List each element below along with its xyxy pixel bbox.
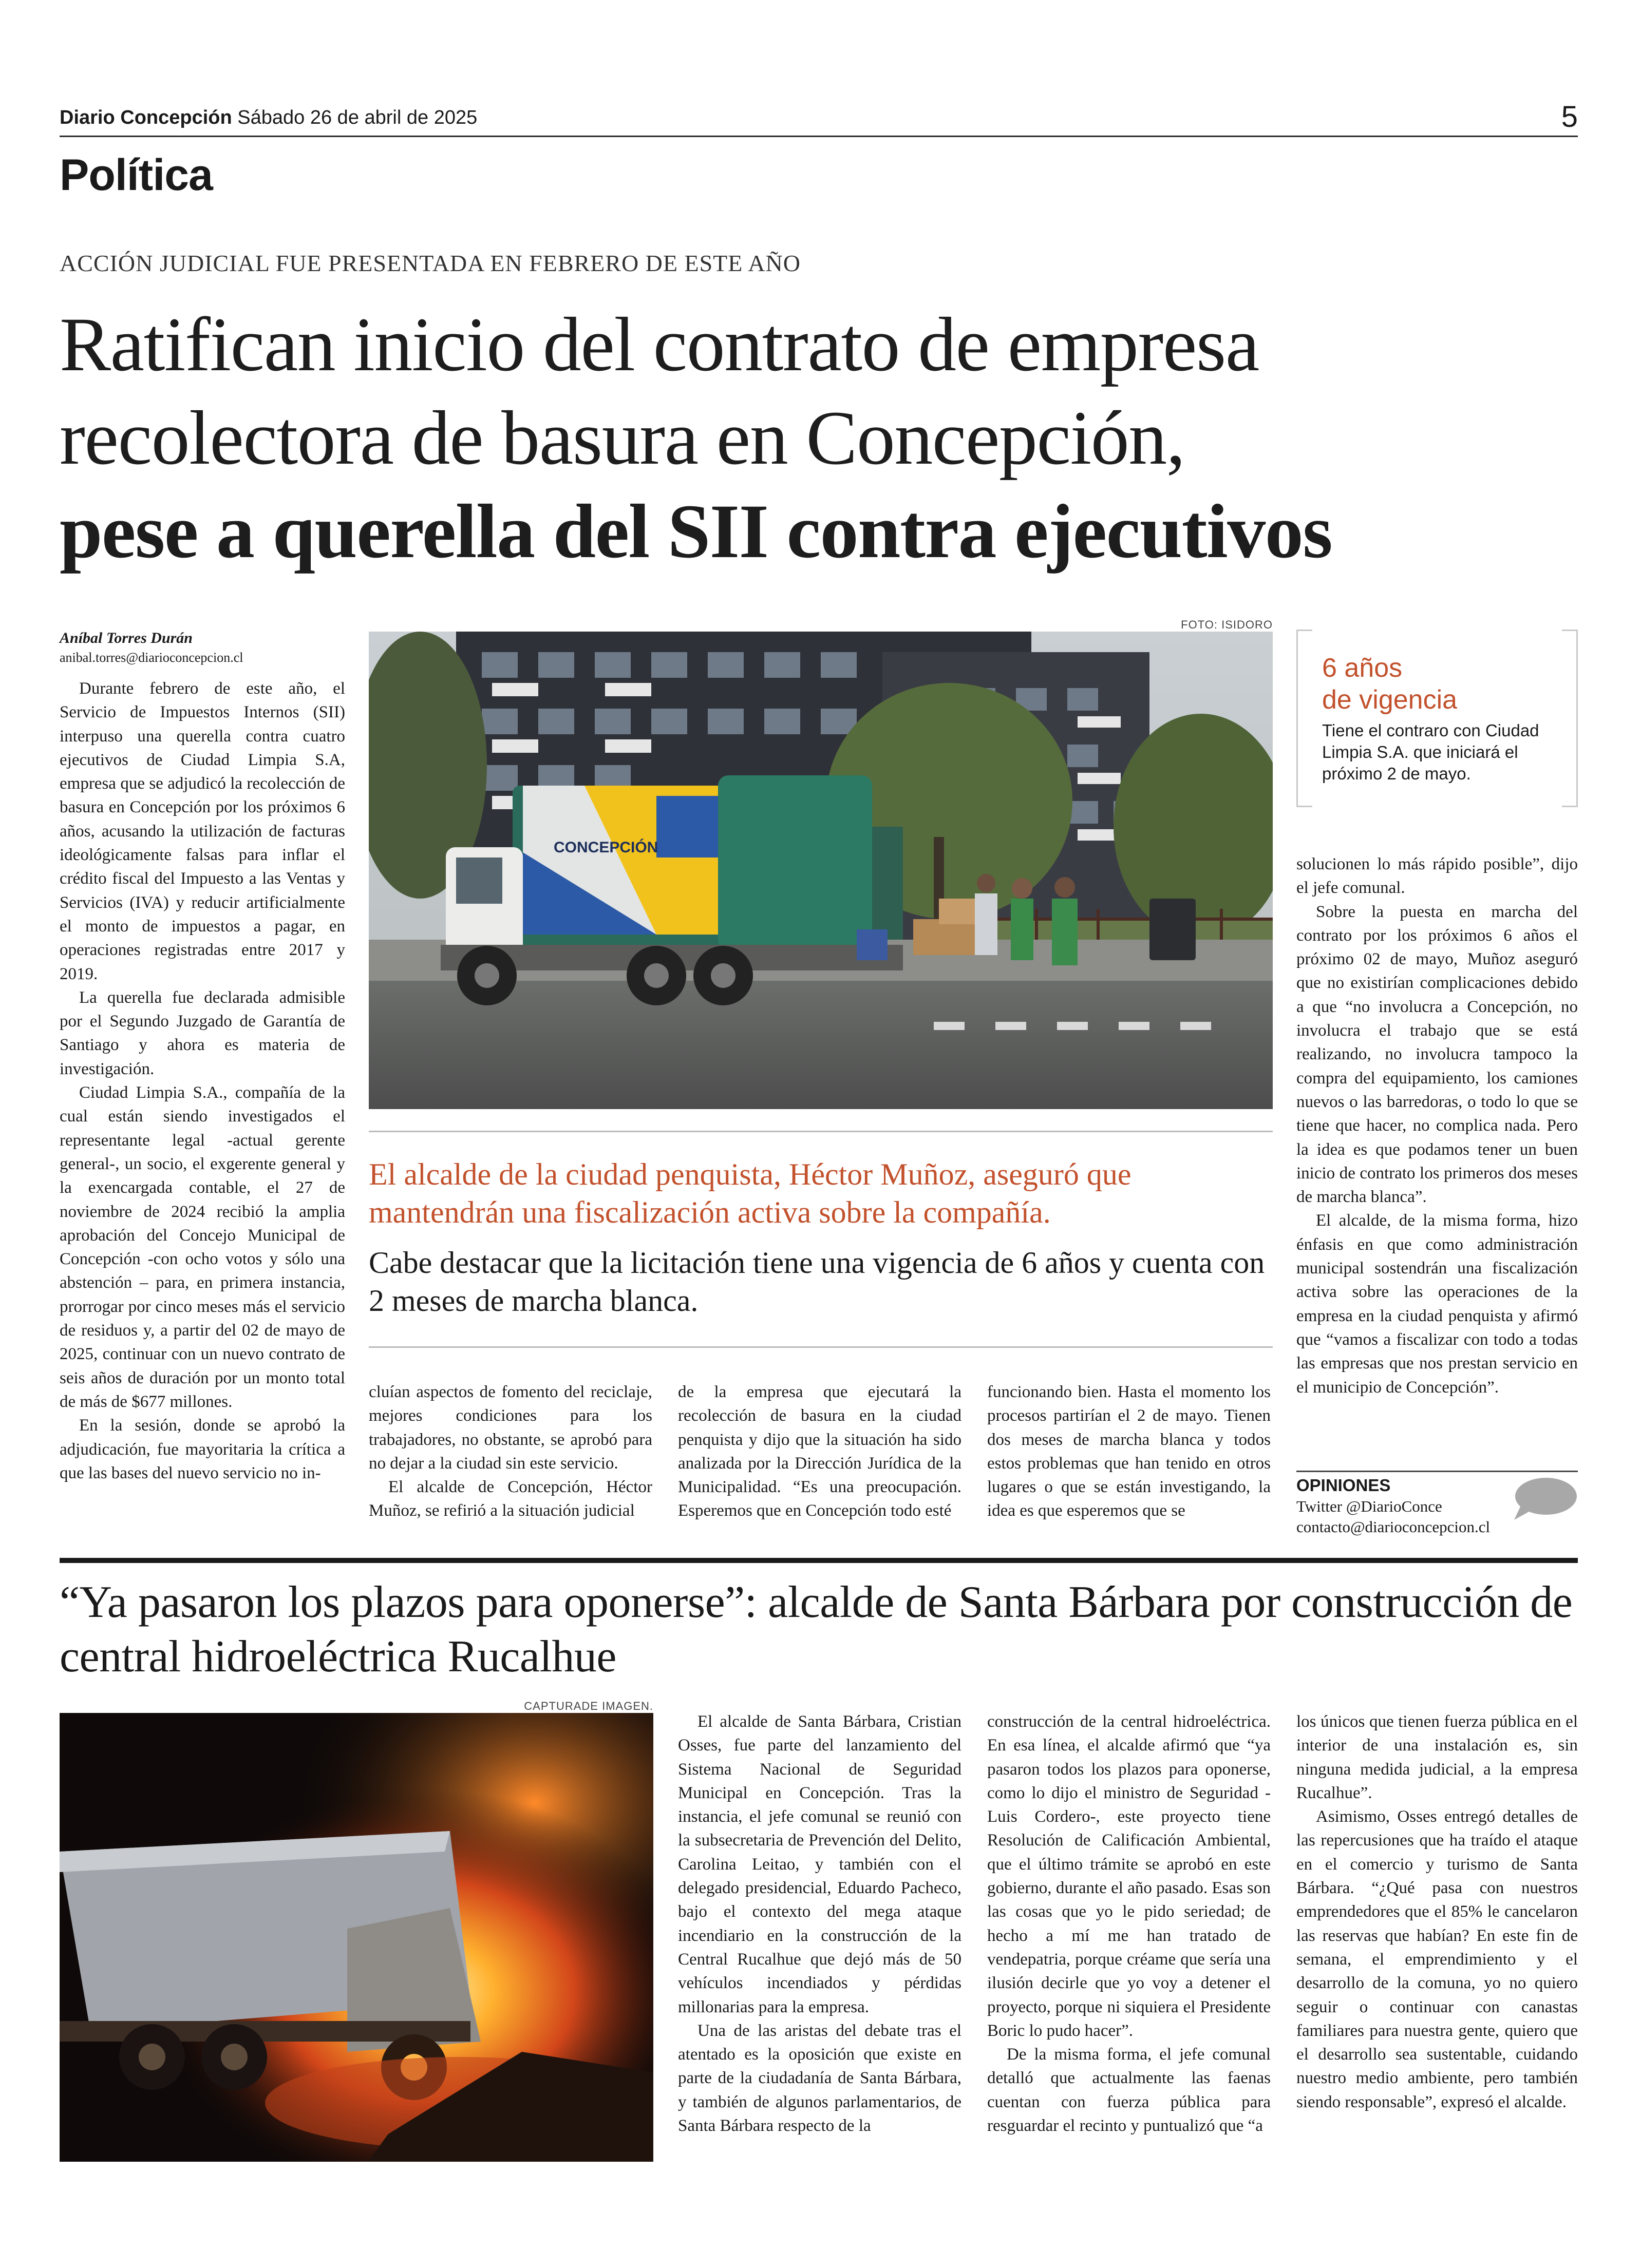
garbage-truck-photo (369, 632, 1273, 1109)
paragraph: La querella fue declarada admisible por el Segundo Juzgado de Garantía de Santiago y ahora es materia de investigación. (60, 988, 345, 1078)
paragraph: En la sesión, donde se aprobó la adjudicación, fue mayoritaria la crítica a que las bases del nuevo servicio no in- (60, 1416, 345, 1482)
paragraph: De la misma forma, el jefe comunal detalló que actualmente las faenas cuentan con fuerza pública para resguardar el recinto y puntualizó que “a (987, 2045, 1271, 2136)
paragraph: funcionando bien. Hasta el momento los procesos partirían el 2 de mayo. Tienen dos meses de marcha blanca y todos estos problemas que han tenido en otros lugares o que se están investigando, la idea es que esperemos que se (987, 1383, 1271, 1520)
article1-headline (60, 298, 1595, 578)
paragraph: Ciudad Limpia S.A., compañía de la cual están siendo investigados el representante legal -actual gerente general-, un socio, el exgerente general y la exencargada contable, el 27 de noviembre de 2024 recibió la amplia aprobación del Concejo Municipal de Concepción -con ocho votos y sólo una abstención – para, en primera instancia, prorrogar por cinco meses más el servicio de residuos y, a partir del 02 de mayo de 2025, continuar con un nuevo contrato de seis años de duración por un monto total de más de $677 millones. (60, 1083, 345, 1411)
paragraph: Sobre la puesta en marcha del contrato por los próximos 6 años el próximo 02 de mayo, Muñoz aseguró que no existirían complicaciones debido a que “no involucra a Concepción, no involucra el trabajo que se está realizando, no involucra tampoco la compra del equipamiento, los camiones nuevos o las barredoras, o todo lo que se tiene que hacer, no complica nada. Pero la idea es que podamos tener un buen inicio de contrato los primeros dos meses de marcha blanca”. (1296, 902, 1578, 1207)
truck-sign: CONCEPCIÓN (554, 839, 658, 856)
photo2-credit: CAPTURADE IMAGEN. (524, 1700, 653, 1712)
section-title: Política (60, 150, 213, 200)
headline-line-3: pese a querella del SII contra ejecutivos (60, 489, 1332, 574)
paragraph: los únicos que tienen fuerza pública en el interior de una instalación es, sin ninguna medida judicial, a la empresa Rucalhue”. (1296, 1712, 1578, 1802)
opinions-title: OPINIONES (1296, 1476, 1391, 1495)
caption-rule-top (369, 1131, 1273, 1132)
newspaper-name: Diario Concepción (60, 107, 232, 128)
fact-box-title (1322, 652, 1457, 716)
article1-kicker: ACCIÓN JUDICIAL FUE PRESENTADA EN FEBRERO DE ESTE AÑO (60, 250, 801, 276)
opinions-email[interactable]: contacto@diarioconcepcion.cl (1296, 1518, 1491, 1536)
fact-box-bracket-left (1296, 630, 1312, 807)
paragraph: construcción de la central hidroeléctrica. En esa línea, el alcalde afirmó que “ya pasaron todos los plazos para oponerse, como lo dijo el ministro de Seguridad - Luis Cordero-, este proyecto tiene Resolución de Calificación Ambiental, que el último trámite se aprobó en este gobierno, durante el año pasado. Esas son las cosas que yo le pido seriedad; de hecho a mí me han tratado de vendepatria, porque créame que sería una ilusión decirle que yo voy a detener el proyecto, porque ni siquiera el Presidente Boric lo pudo hacer”. (987, 1712, 1271, 2040)
fire-photo (60, 1713, 653, 2162)
opinions-twitter[interactable]: Twitter @DiarioConce (1296, 1497, 1442, 1515)
paragraph: El alcalde, de la misma forma, hizo énfasis en que como administración municipal sostendrán una fiscalización activa sobre las operaciones de la empresa en la ciudad penquista y afirmó que “vamos a fiscalizar con todo a todas las empresas que nos prestan servicio en el municipio de Concepción”. (1296, 1211, 1578, 1397)
fact-box-bracket-right (1562, 630, 1578, 807)
caption-rule-bottom (369, 1346, 1273, 1348)
byline (60, 628, 337, 668)
paragraph: Durante febrero de este año, el Servicio de Impuestos Internos (SII) interpuso una querella contra cuatro ejecutivos de Ciudad Limpia S.A, empresa que se adjudicó la recolección de basura en Concepción por los próximos 6 años, acusando la utilización de facturas ideológicamente falsas para inflar el crédito fiscal del Impuesto a las Ventas y Servicios (IVA) y reducir artificialmente el monto de impuestos a pagar, en operaciones registradas entre 2017 y 2019. (60, 679, 345, 983)
speech-bubble-icon (1509, 1476, 1578, 1522)
masthead (60, 100, 1578, 134)
article-divider (60, 1558, 1578, 1563)
photo1-credit: FOTO: ISIDORO (1181, 618, 1273, 631)
paragraph: Una de las aristas del debate tras el atentado es la oposición que existe en parte de la ciudadanía de Santa Bárbara, y también de algunos parlamentarios, de Santa Bárbara respecto de la (678, 2021, 961, 2136)
paragraph: El alcalde de Santa Bárbara, Cristian Osses, fue parte del lanzamiento del Sistema Nacional de Seguridad Municipal en Concepción. Tras la instancia, el jefe comunal se reunió con la subsecretaria de Prevención del Delito, Carolina Leitao, y también con el delegado presidencial, Eduardo Pacheco, bajo el contexto del mega ataque incendiario en la construcción de la Central Rucalhue que dejó más de 50 vehículos incendiados y pérdidas millonarias para la empresa. (678, 1712, 961, 2016)
sub-pull-quote: Cabe destacar que la licitación tiene una vigencia de 6 años y cuenta con 2 meses de marcha blanca. (369, 1246, 1265, 1318)
headline-line-2: recolectora de basura en Concepción, (60, 395, 1185, 481)
fact-box (1296, 630, 1578, 804)
article2-column-2 (987, 1710, 1271, 2138)
pull-quote: El alcalde de la ciudad penquista, Héctor Muñoz, aseguró que mantendrán una fiscalización activa sobre la compañía. (369, 1157, 1131, 1229)
article1-column-4 (987, 1380, 1271, 1523)
paragraph: cluían aspectos de fomento del reciclaje, mejores condiciones para los trabajadores, no obstante, se aprobó para no dejar a la ciudad sin este servicio. (369, 1383, 652, 1473)
headline-line-1: Ratifican inicio del contrato de empresa (60, 302, 1259, 387)
author-name: Aníbal Torres Durán (60, 630, 193, 646)
opinions-rule (1296, 1471, 1578, 1472)
paragraph: Asimismo, Osses entregó detalles de las repercusiones que ha traído el ataque en el comercio y turismo de Santa Bárbara. “¿Qué pasa con nuestros emprendedores que el 85% le cancelaron las reservas que habían? En este fin de semana, el emprendimiento y el desarrollo de la comuna, yo no quiero seguir o continuar con canastas familiares para nuestra gente, quiero que el desarrollo sea sustentable, cuidando nuestro medio ambiente, pero también siendo responsable”, expresó el alcalde. (1296, 1807, 1578, 2111)
article2-column-1 (678, 1710, 961, 2138)
article1-column-5 (1296, 852, 1578, 1399)
opinions-box (1296, 1471, 1578, 1536)
opinions-contact (1296, 1496, 1490, 1537)
article2-headline: “Ya pasaron los plazos para oponerse”: alcalde de Santa Bárbara por construcción de central hidroeléctrica Rucalhue (60, 1577, 1573, 1682)
paragraph: El alcalde de Concepción, Héctor Muñoz, se refirió a la situación judicial (369, 1478, 652, 1520)
article2-column-3 (1296, 1710, 1578, 2114)
issue-date: Sábado 26 de abril de 2025 (237, 107, 478, 128)
paragraph: de la empresa que ejecutará la recolección de basura en la ciudad penquista y dijo que la situación ha sido analizada por la Dirección Jurídica de la Municipalidad. “Es una preocupación. Esperemos que en Concepción todo esté (678, 1383, 961, 1520)
fact-box-text: Tiene el contraro con Ciudad Limpia S.A. que iniciará el próximo 2 de mayo. (1322, 721, 1539, 783)
masthead-rule (60, 136, 1578, 137)
article1-column-2 (369, 1380, 652, 1523)
fact-box-title-line-2: de vigencia (1322, 685, 1458, 715)
paragraph: solucionen lo más rápido posible”, dijo el jefe comunal. (1296, 855, 1578, 898)
author-email[interactable]: anibal.torres@diarioconcepcion.cl (60, 650, 243, 665)
fact-box-title-line-1: 6 años (1322, 653, 1403, 683)
article1-column-3 (678, 1380, 961, 1523)
article1-column-1 (60, 677, 345, 1485)
page-number: 5 (1561, 100, 1578, 134)
